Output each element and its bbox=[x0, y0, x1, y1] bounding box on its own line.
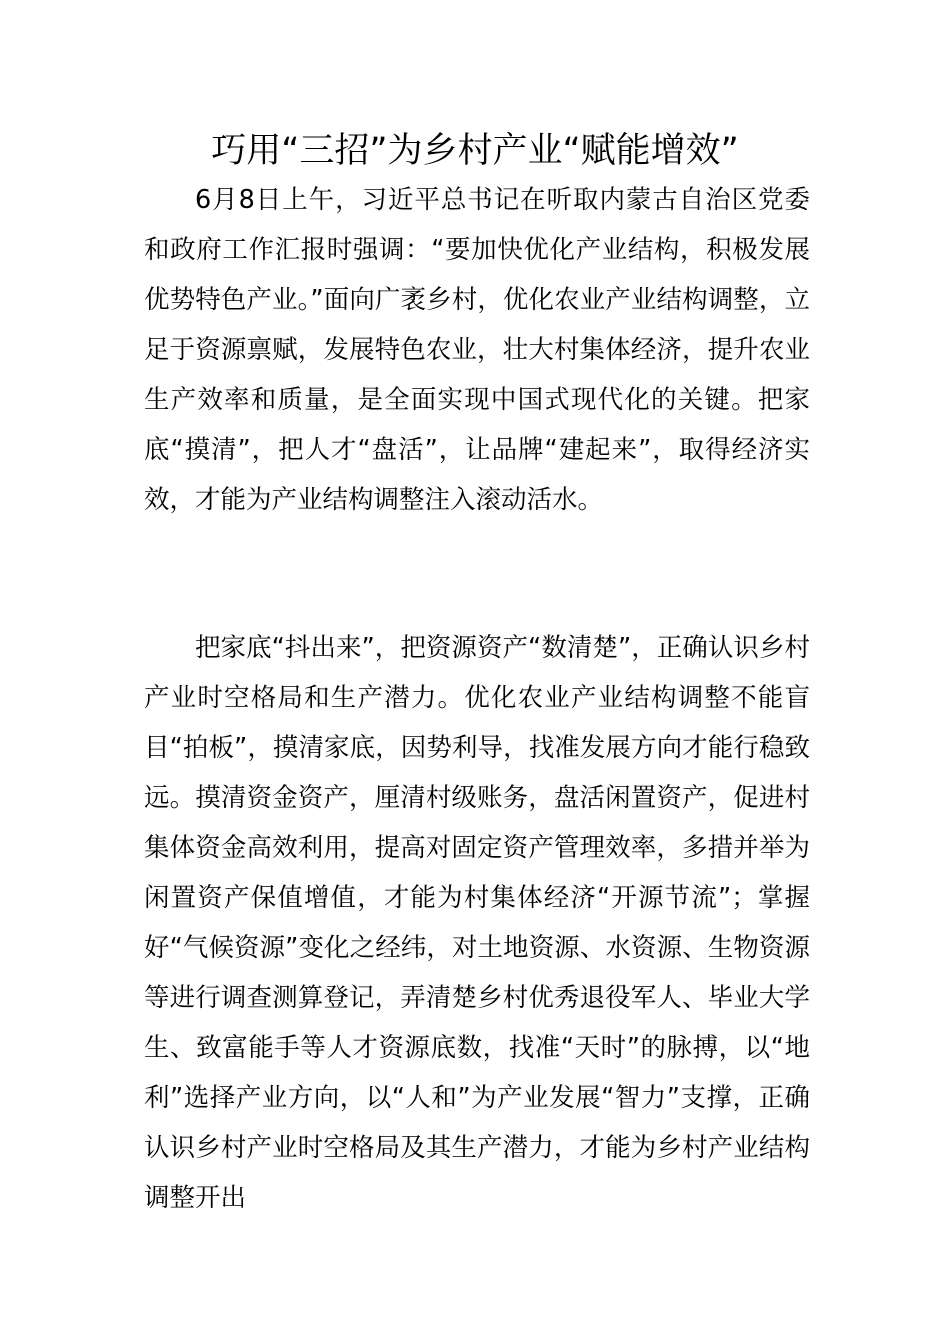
paragraph-2: 把家底“抖出来”，把资源资产“数清楚”，正确认识乡村产业时空格局和生产潜力。优化农业产业结构调整不能盲目“拍板”，摸清家底，因势利导，找准发展方向才能行稳致远。摸清资金资产，厘清村级账务，盘活闲置资产，促进村集体资金高效利用，提高对固定资产管理效率，多措并举为闲置资产保值增值，才能为村集体经济“开源节流”；掌握好“气候资源”变化之经纬，对土地资源、水资源、生物资源等进行调查测算登记，弄清楚乡村优秀退役军人、毕业大学生、致富能手等人才资源底数，找准“天时”的脉搏，以“地利”选择产业方向，以“人和”为产业发展“智力”支撑，正确认识乡村产业时空格局及其生产潜力，才能为乡村产业结构调整开出 bbox=[144, 633, 810, 1213]
paragraph-1: 6月8日上午，习近平总书记在听取内蒙古自治区党委和政府工作汇报时强调：“要加快优化产业结构，积极发展优势特色产业。”面向广袤乡村，优化农业产业结构调整，立足于资源禀赋，发展特色农业，壮大村集体经济，提升农业生产效率和质量，是全面实现中国式现代化的关键。把家底“摸清”，把人才“盘活”，让品牌“建起来”，取得经济实效，才能为产业结构调整注入滚动活水。 bbox=[144, 185, 810, 515]
document-title: 巧用“三招”为乡村产业“赋能增效” bbox=[211, 131, 739, 171]
